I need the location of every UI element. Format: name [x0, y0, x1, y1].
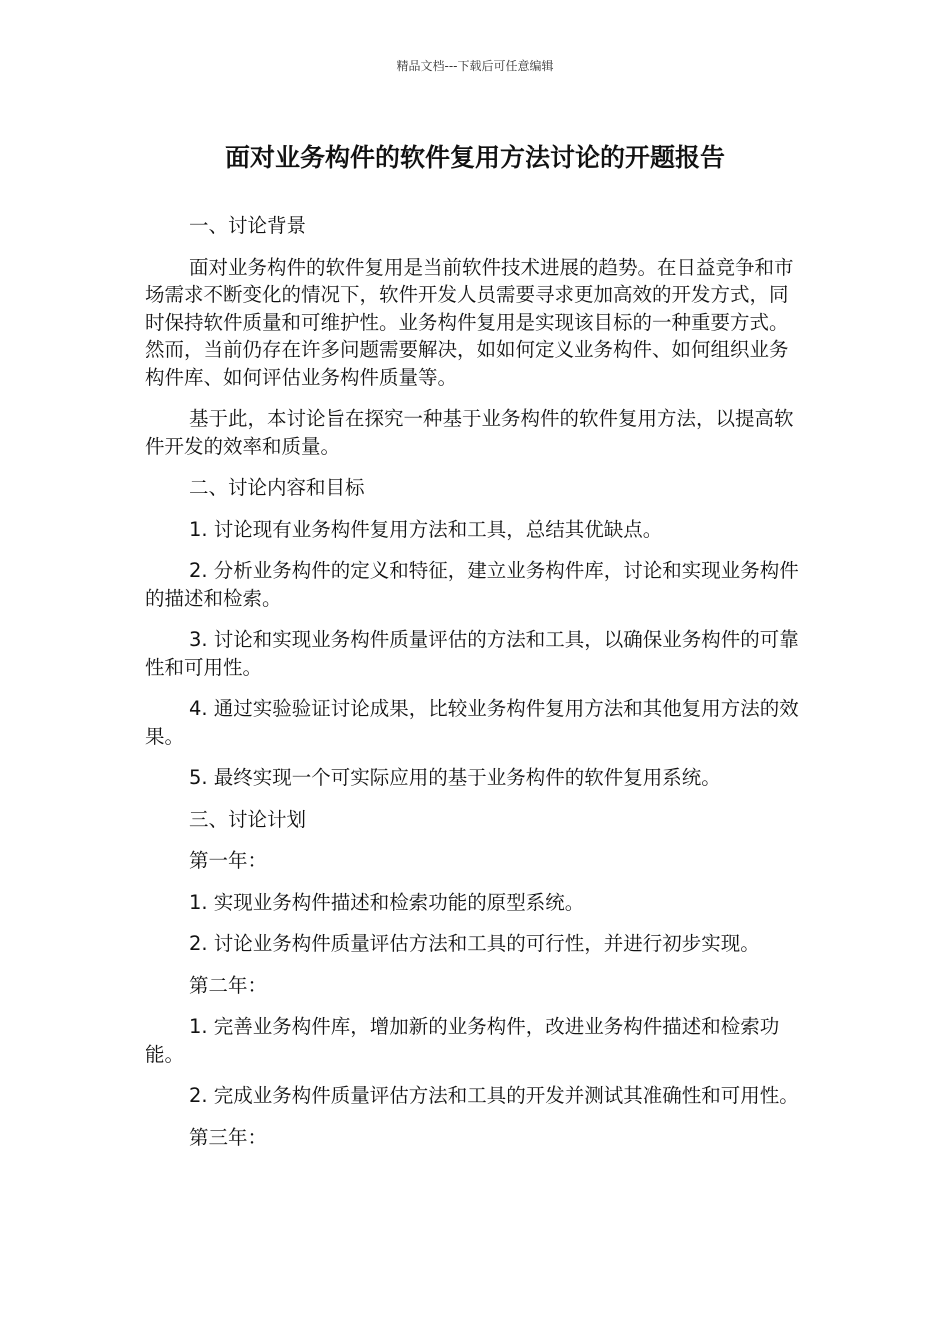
plan-year-2-item-2: 2. 完成业务构件质量评估方法和工具的开发并测试其准确性和可用性。	[189, 1084, 799, 1107]
document-body	[145, 212, 800, 1165]
plan-year-2-item-1: 1. 完善业务构件库，增加新的业务构件，改进业务构件描述和检索功能。	[145, 1015, 780, 1066]
section-heading-content-goals: 二、讨论内容和目标	[189, 476, 365, 499]
goal-item-4: 4. 通过实验验证讨论成果，比较业务构件复用方法和其他复用方法的效果。	[145, 697, 799, 748]
goal-item-5: 5. 最终实现一个可实际应用的基于业务构件的软件复用系统。	[189, 766, 721, 789]
goal-item-2: 2. 分析业务构件的定义和特征，建立业务构件库，讨论和实现业务构件的描述和检索。	[145, 559, 799, 610]
paragraph-purpose: 基于此，本讨论旨在探究一种基于业务构件的软件复用方法，以提高软件开发的效率和质量。	[145, 407, 794, 458]
plan-year-1-item-1: 1. 实现业务构件描述和检索功能的原型系统。	[189, 890, 585, 914]
goal-item-3: 3. 讨论和实现业务构件质量评估的方法和工具，以确保业务构件的可靠性和可用性。	[145, 628, 799, 679]
plan-year-2-heading: 第二年：	[189, 973, 268, 997]
paragraph-background: 面对业务构件的软件复用是当前软件技术进展的趋势。在日益竞争和市场需求不断变化的情况下，软件开发人员需要寻求更加高效的开发方式，同时保持软件质量和可维护性。业务构件复用是实现该目标的一种重要方式。然而，当前仍存在许多问题需要解决，如如何定义业务构件、如何组织业务构件库、如何评估业务构件质量等。	[145, 255, 794, 389]
plan-year-3-heading: 第三年：	[189, 1125, 268, 1149]
document-title: 面对业务构件的软件复用方法讨论的开题报告	[224, 143, 725, 172]
header-note: 精品文档---下载后可任意编辑	[396, 59, 554, 73]
plan-year-1-item-2: 2. 讨论业务构件质量评估方法和工具的可行性，并进行初步实现。	[189, 932, 760, 955]
plan-year-1-heading: 第一年：	[189, 849, 268, 872]
goal-item-1: 1. 讨论现有业务构件复用方法和工具，总结其优缺点。	[189, 517, 663, 541]
section-heading-plan: 三、讨论计划	[189, 807, 307, 831]
section-heading-background: 一、讨论背景	[189, 214, 307, 237]
